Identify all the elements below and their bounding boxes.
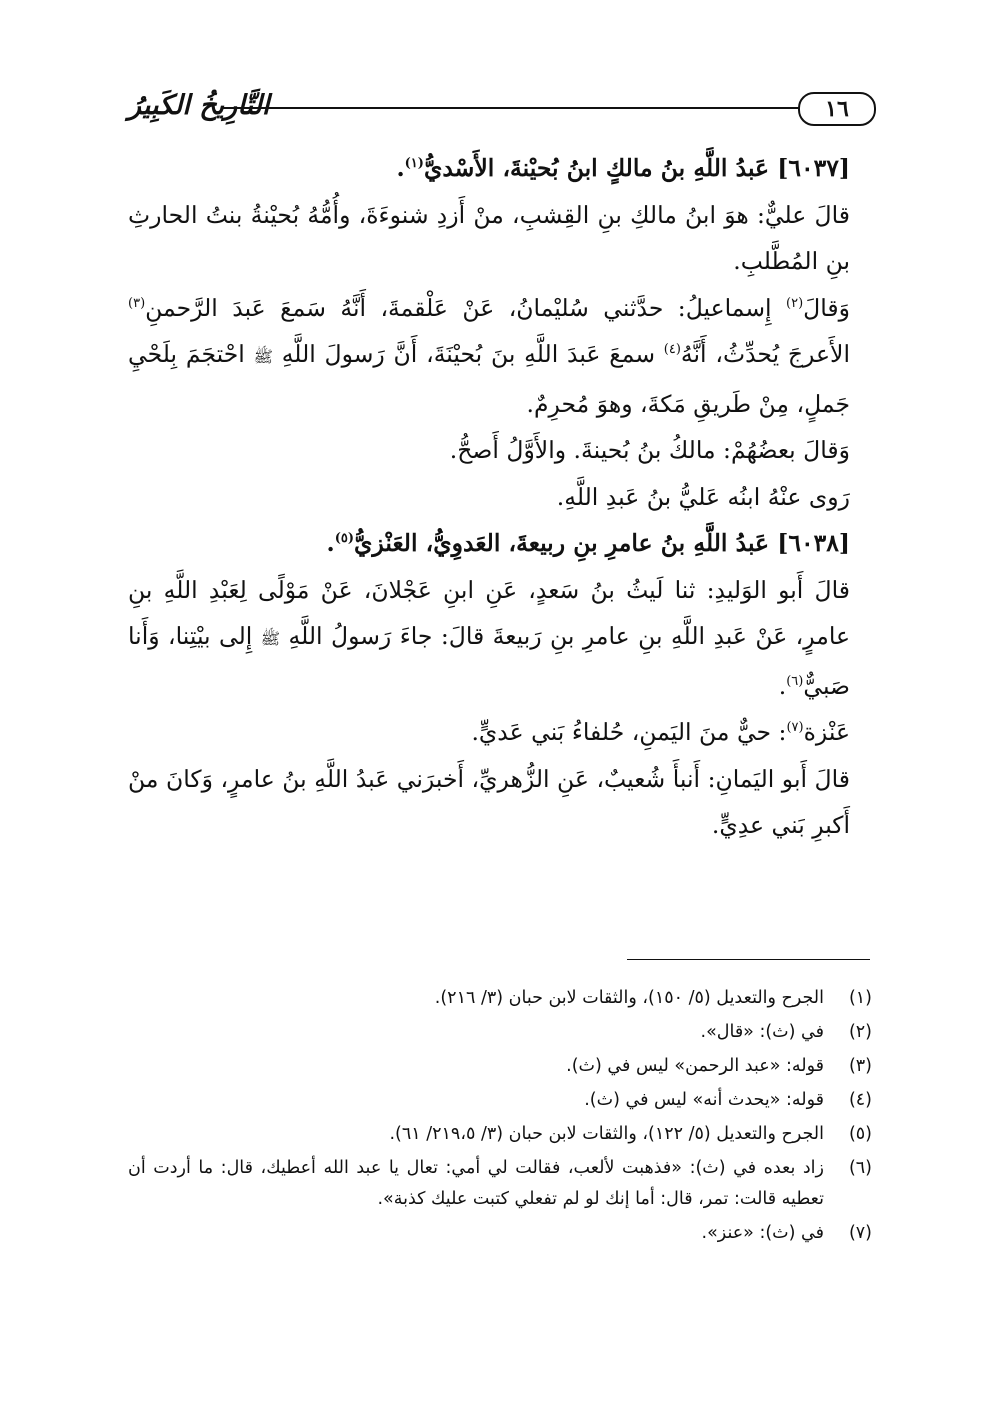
footnote-ref: (٧) xyxy=(786,720,804,735)
salawat-glyph: ﷺ xyxy=(253,347,273,366)
footnote-text: الجرح والتعديل (٥/ ١٥٠)، والثقات لابن حبان (٣/ ٢١٦). xyxy=(434,988,824,1008)
footnote xyxy=(128,1153,872,1215)
footnote xyxy=(128,1085,872,1116)
page-number: ١٦ xyxy=(798,92,876,126)
footnote xyxy=(128,1218,872,1249)
entry-heading xyxy=(128,520,870,567)
entry-heading-end: . xyxy=(326,529,335,557)
footnote-ref: (١) xyxy=(404,156,424,171)
footnote-text: زاد بعده في (ث): «فذهبت لألعب، فقالت لي أمي: تعال يا عبد الله أعطيك، قال: ما أردت أن تعطيه قالت: تمر، قال: أما إنك لو لم تفعلي كتبت عليك كذبة». xyxy=(128,1158,824,1209)
paragraph xyxy=(128,709,870,756)
entry-heading-text: [٦٠٣٨] عَبدُ اللَّهِ بنُ عامرِ بنِ ربيعةَ، العَدوِيُّ، العَنْزيُّ xyxy=(354,529,850,557)
paragraph xyxy=(128,567,870,710)
footnote xyxy=(128,983,872,1014)
entry-heading-text: [٦٠٣٧] عَبدُ اللَّهِ بنُ مالكٍ ابنُ بُحيْنةَ، الأَسْديُّ xyxy=(423,154,850,182)
footnote-ref: (٥) xyxy=(334,531,355,546)
footnote-number: (١) xyxy=(848,988,872,1008)
text-run: عَنْزة xyxy=(803,718,850,746)
entry-heading-end: . xyxy=(396,154,405,182)
footnote-ref: (٣) xyxy=(128,295,146,311)
text-run: إِسماعيلُ: حدَّثني سُليْمانُ، عَنْ عَلْقمةَ، أَنَّهُ سَمعَ عَبدَ الرَّحمنِ xyxy=(145,293,787,322)
footnote-text: قوله: «يحدث أنه» ليس في (ث). xyxy=(584,1090,824,1110)
text-run: سمعَ عَبدَ اللَّهِ بنَ بُحيْنَةَ، أَنَّ رَسولَ اللَّهِ xyxy=(281,340,664,368)
footnote-number: (٥) xyxy=(848,1124,872,1144)
text-run: احْتجَمَ بِلَحْيِ جَملٍ، مِنْ طَريقِ مَكةَ، وهوَ مُحرِمٌ. xyxy=(128,340,850,418)
paragraph: قالَ أَبو اليَمانِ: أَنبأَ شُعيبٌ، عَنِ الزُّهريِّ، أَخبرَني عَبدُ اللَّهِ بنُ عامرٍ، وَكانَ منْ أَكبرِ بَني عدِيٍّ. xyxy=(128,764,850,839)
paragraph xyxy=(128,285,870,428)
main-text xyxy=(128,145,870,849)
text-run: : حيٌّ منَ اليَمنِ، حُلفاءُ بَني عَديٍّ. xyxy=(471,718,787,746)
footnote xyxy=(128,1051,872,1082)
text-run: إِلى بيْتِنا، وَأَنا صَبيٌّ xyxy=(128,622,850,700)
salawat-glyph: ﷺ xyxy=(260,629,281,648)
paragraph: رَوى عنْهُ ابنُه عَليُّ بنُ عَبدِ اللَّهِ. xyxy=(556,482,850,511)
paragraph: وَقالَ بعضُهُمْ: مالكُ بنُ بُحينةَ. والأَوَّلُ أَصحُّ. xyxy=(449,436,850,464)
footnote xyxy=(128,1017,872,1048)
running-header xyxy=(128,92,876,132)
paragraph: قالَ عليٌّ: هوَ ابنُ مالكِ بنِ القِشبِ، منْ أَزدِ شنوءَةَ، وأُمُّهُ بُحيْنةُ بنتُ الحارثِ بنِ المُطَّلبِ. xyxy=(128,200,850,275)
text-run: قالَ أَبو الوَليدِ: ثنا لَيثُ بنُ سَعدٍ، عَنِ ابنِ عَجْلانَ، عَنْ مَوْلًى لِعَبْدِ اللَّهِ بنِ عامرٍ، عَنْ عَبدِ اللَّهِ بنِ عامرِ بنِ رَبيعةَ قالَ: جاءَ رَسولُ اللَّهِ xyxy=(128,575,850,650)
book-title: التَّارِيخُ الكَبِيرُ xyxy=(128,90,270,121)
footnote-text: الجرح والتعديل (٥/ ١٢٢)، والثقات لابن حبان (٣/ ٢١٩،٥/ ٦١). xyxy=(389,1124,824,1144)
text-run: الأَعرجَ يُحدِّثُ، أَنَّهُ xyxy=(680,340,850,368)
footnote xyxy=(128,1119,872,1150)
text-run: وَقالَ xyxy=(803,293,850,322)
footnote-number: (٦) xyxy=(848,1158,872,1178)
footnote-number: (٧) xyxy=(848,1223,872,1243)
text-run: . xyxy=(778,671,787,700)
footnote-number: (٢) xyxy=(848,1022,872,1042)
footnote-text: في (ث): «قال». xyxy=(700,1022,824,1042)
entry-heading xyxy=(128,145,870,192)
footnote-text: في (ث): «عنز». xyxy=(701,1223,824,1243)
footnote-number: (٣) xyxy=(848,1056,872,1076)
header-rule xyxy=(223,107,800,109)
footnote-text: قوله: «عبد الرحمن» ليس في (ث). xyxy=(566,1056,824,1076)
footnotes xyxy=(128,983,872,1252)
footnote-ref: (٤) xyxy=(663,342,681,357)
footnote-ref: (٢) xyxy=(786,295,804,311)
footnote-number: (٤) xyxy=(848,1090,872,1110)
footnote-ref: (٦) xyxy=(786,673,804,689)
footnote-separator xyxy=(627,959,870,960)
